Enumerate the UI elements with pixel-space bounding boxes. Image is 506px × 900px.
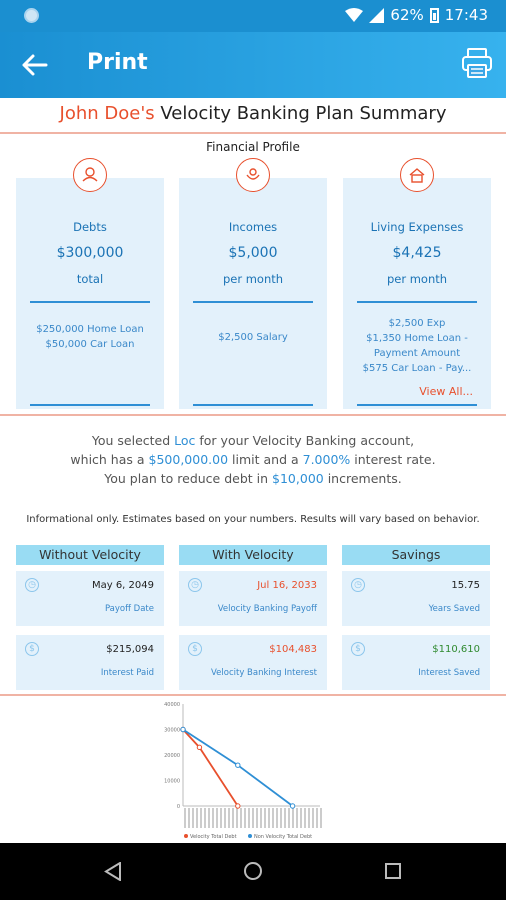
clock-icon: ◷ [351, 578, 365, 592]
debts-head: Debts [73, 220, 107, 234]
debt-chart-svg [0, 698, 506, 843]
sel-text: interest rate. [350, 452, 436, 467]
data-point [290, 804, 294, 808]
divider [0, 132, 506, 134]
detail-line: $2,500 Salary [218, 332, 288, 343]
incomes-details [183, 330, 323, 345]
debt-chart [0, 698, 506, 843]
sel-text: You plan to reduce debt in [104, 471, 273, 486]
sel-text: increments. [323, 471, 402, 486]
y-tick-label: 20000 [164, 753, 180, 759]
dollar-icon: $ [25, 642, 39, 656]
financial-profile-label: Financial Profile [206, 140, 300, 154]
interest-saved-value: $110,610 [432, 644, 480, 655]
y-tick-label: 30000 [164, 727, 180, 734]
battery-percent: 62% [390, 6, 424, 24]
interest-saved-label: Interest Saved [418, 668, 480, 678]
incomes-amount: $5,000 [228, 245, 278, 261]
view-all-link[interactable]: View All... [419, 385, 473, 398]
signal-icon [369, 8, 384, 23]
selection-summary [0, 431, 506, 488]
interest-paid-label: Interest Paid [100, 668, 154, 678]
incomes-sub: per month [222, 272, 284, 286]
divider [0, 414, 506, 416]
battery-icon [430, 8, 439, 23]
living-expenses-details [347, 316, 487, 376]
legend-marker [184, 834, 188, 838]
debts-card [16, 178, 164, 409]
status-bar [0, 0, 506, 32]
living-expenses-head: Living Expenses [370, 220, 464, 234]
payoff-date-value: May 6, 2049 [91, 580, 154, 591]
sel-text: You selected [91, 433, 175, 448]
plan-title [0, 103, 506, 124]
nav-home-icon[interactable] [243, 861, 263, 881]
series-line [183, 730, 238, 807]
legend-label: Velocity Total Debt [190, 834, 237, 840]
data-point [236, 804, 240, 808]
col-with-velocity: With Velocity [179, 545, 327, 565]
velocity-payoff-value: Jul 16, 2033 [257, 580, 317, 591]
payoff-date-label: Payoff Date [104, 604, 154, 614]
col-without-velocity: Without Velocity [16, 545, 164, 565]
dollar-icon: $ [188, 642, 202, 656]
divider [30, 301, 150, 303]
velocity-interest-card [179, 635, 327, 690]
velocity-interest-value: $104,483 [269, 644, 317, 655]
interest-saved-card [342, 635, 490, 690]
velocity-interest-label: Velocity Banking Interest [211, 668, 317, 678]
living-expenses-card [343, 178, 491, 409]
debts-details [20, 322, 160, 352]
detail-line: Payment Amount [373, 348, 461, 359]
debts-icon [73, 158, 107, 192]
incomes-head: Incomes [228, 220, 278, 234]
nav-back-icon[interactable] [104, 862, 122, 881]
back-arrow-icon[interactable] [18, 49, 52, 81]
debts-amount: $300,000 [56, 245, 124, 261]
interest-paid-value: $215,094 [106, 644, 154, 655]
velocity-payoff-label: Velocity Banking Payoff [217, 604, 317, 614]
velocity-payoff-card [179, 571, 327, 626]
app-bar [0, 32, 506, 98]
living-expenses-amount: $4,425 [392, 245, 442, 261]
col-savings: Savings [342, 545, 490, 565]
y-tick-label: 10000 [164, 778, 180, 785]
notification-icon [24, 8, 39, 23]
incomes-icon [236, 158, 270, 192]
divider [357, 301, 477, 303]
dollar-icon: $ [351, 642, 365, 656]
divider [0, 694, 506, 696]
divider [193, 301, 313, 303]
sel-text: which has a [70, 452, 149, 467]
system-icons [345, 6, 488, 24]
y-tick-label: 0 [176, 804, 180, 810]
clock-icon: ◷ [25, 578, 39, 592]
detail-line: $1,350 Home Loan - [366, 333, 468, 344]
interest-rate: 7.000% [302, 452, 351, 467]
disclaimer: Informational only. Estimates based on your numbers. Results will vary based on behavior. [26, 514, 480, 525]
wifi-icon [345, 8, 363, 23]
account-type: Loc [174, 433, 196, 448]
print-preview[interactable] [0, 98, 506, 843]
detail-line: $575 Car Loan - Pay... [362, 363, 472, 374]
sel-text: for your Velocity Banking account, [195, 433, 415, 448]
plan-title-text: Velocity Banking Plan Summary [154, 103, 447, 124]
data-point [181, 727, 185, 731]
debt-increment: $10,000 [272, 471, 324, 486]
detail-line: $50,000 Car Loan [45, 339, 135, 350]
divider [193, 404, 313, 406]
credit-limit: $500,000.00 [148, 452, 229, 467]
clock-icon: ◷ [188, 578, 202, 592]
clock: 17:43 [444, 6, 488, 24]
data-point [236, 763, 240, 767]
detail-line: $250,000 Home Loan [36, 324, 144, 335]
incomes-card [179, 178, 327, 409]
detail-line: $2,500 Exp [388, 318, 446, 329]
sel-text: limit and a [228, 452, 303, 467]
debts-sub: total [76, 272, 104, 286]
legend-marker [248, 834, 252, 838]
y-tick-label: 40000 [164, 702, 180, 708]
nav-recents-icon[interactable] [384, 862, 402, 880]
years-saved-label: Years Saved [428, 604, 480, 614]
years-saved-value: 15.75 [451, 580, 480, 591]
legend-label: Non Velocity Total Debt [254, 834, 313, 840]
navigation-bar [0, 843, 506, 900]
living-expenses-sub: per month [386, 272, 448, 286]
plan-owner: John Doe's [59, 103, 155, 124]
divider [30, 404, 150, 406]
years-saved-card [342, 571, 490, 626]
payoff-date-card [16, 571, 164, 626]
interest-paid-card [16, 635, 164, 690]
living-expenses-icon [400, 158, 434, 192]
divider [357, 404, 477, 406]
page-title: Print [87, 50, 148, 75]
data-point [197, 745, 201, 749]
printer-icon[interactable] [460, 46, 494, 80]
